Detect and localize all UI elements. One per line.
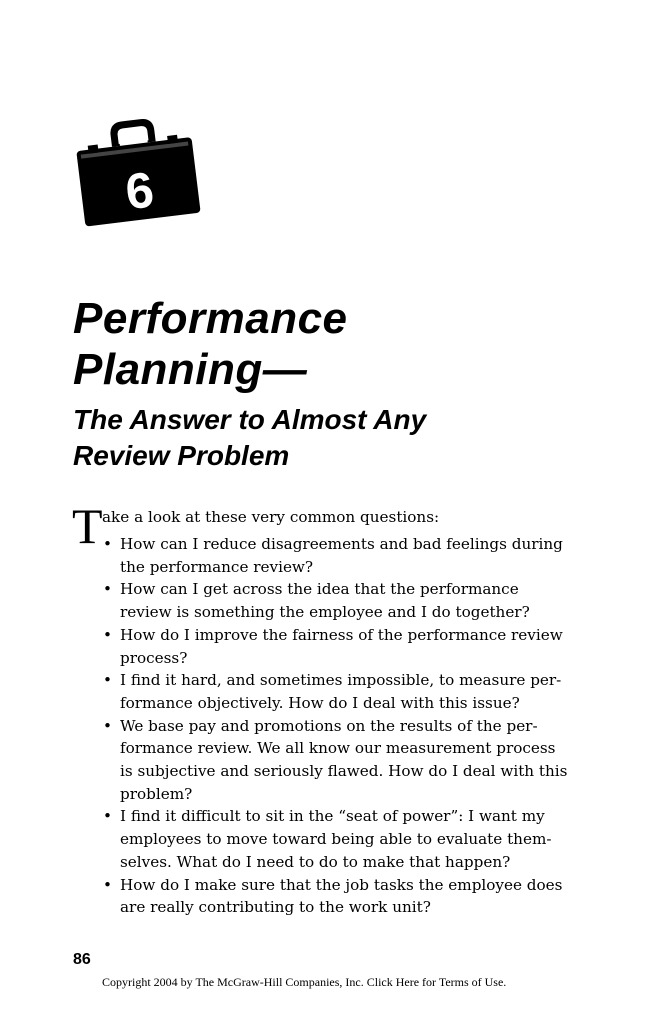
question-line: review is something the employee and I do together? xyxy=(120,603,530,622)
question-line: are really contributing to the work unit? xyxy=(120,898,431,917)
question-list xyxy=(101,533,597,919)
question-line: problem? xyxy=(120,784,193,803)
question-list-item xyxy=(101,533,597,578)
question-line: formance review. We all know our measurement process xyxy=(120,739,556,758)
question-line: I find it hard, and sometimes impossible, to measure per- xyxy=(120,671,562,690)
bullet-icon: • xyxy=(103,625,112,644)
question-line: process? xyxy=(120,648,188,667)
chapter-title xyxy=(73,293,348,395)
question-line: We base pay and promotions on the results of the per- xyxy=(120,716,538,735)
question-line: employees to move toward being able to evaluate them- xyxy=(120,830,552,849)
question-line: the performance review? xyxy=(120,557,314,576)
bullet-icon: • xyxy=(103,875,112,894)
question-list-item xyxy=(101,805,597,873)
question-line: How can I get across the idea that the performance xyxy=(120,580,519,599)
question-list-item xyxy=(101,874,597,919)
question-list-item xyxy=(101,578,597,623)
question-line: How do I make sure that the job tasks the employee does xyxy=(120,875,563,894)
chapter-subtitle-line-2: Review Problem xyxy=(73,440,290,471)
chapter-title-line-1: Performance xyxy=(73,294,348,343)
bullet-icon: • xyxy=(103,807,112,826)
question-list-item xyxy=(101,624,597,669)
question-line: is subjective and seriously flawed. How do I deal with this xyxy=(120,762,568,781)
question-line: formance objectively. How do I deal with this issue? xyxy=(120,693,520,712)
question-list-item xyxy=(101,715,597,806)
bullet-icon: • xyxy=(103,671,112,690)
page-number: 86 xyxy=(73,951,91,968)
bullet-icon: • xyxy=(103,535,112,553)
question-line: How do I improve the fairness of the performance review xyxy=(120,625,563,644)
bullet-icon: • xyxy=(103,580,112,599)
chapter-subtitle xyxy=(73,402,426,474)
drop-cap: T xyxy=(72,498,103,554)
question-line: I find it difficult to sit in the “seat of power”: I want my xyxy=(120,807,545,826)
question-line: How can I reduce disagreements and bad feelings during xyxy=(120,535,563,553)
question-line: selves. What do I need to do to make that happen? xyxy=(120,852,511,871)
question-list-item xyxy=(101,669,597,714)
briefcase-icon xyxy=(72,118,202,230)
chapter-number: 6 xyxy=(122,161,157,221)
chapter-subtitle-line-1: The Answer to Almost Any xyxy=(73,404,427,435)
copyright-notice: Copyright 2004 by The McGraw-Hill Companies, Inc. Click Here for Terms of Use. xyxy=(102,975,507,989)
chapter-title-line-2: Planning— xyxy=(73,345,308,394)
bullet-icon: • xyxy=(103,716,112,735)
intro-text: ake a look at these very common questions: xyxy=(102,508,440,526)
